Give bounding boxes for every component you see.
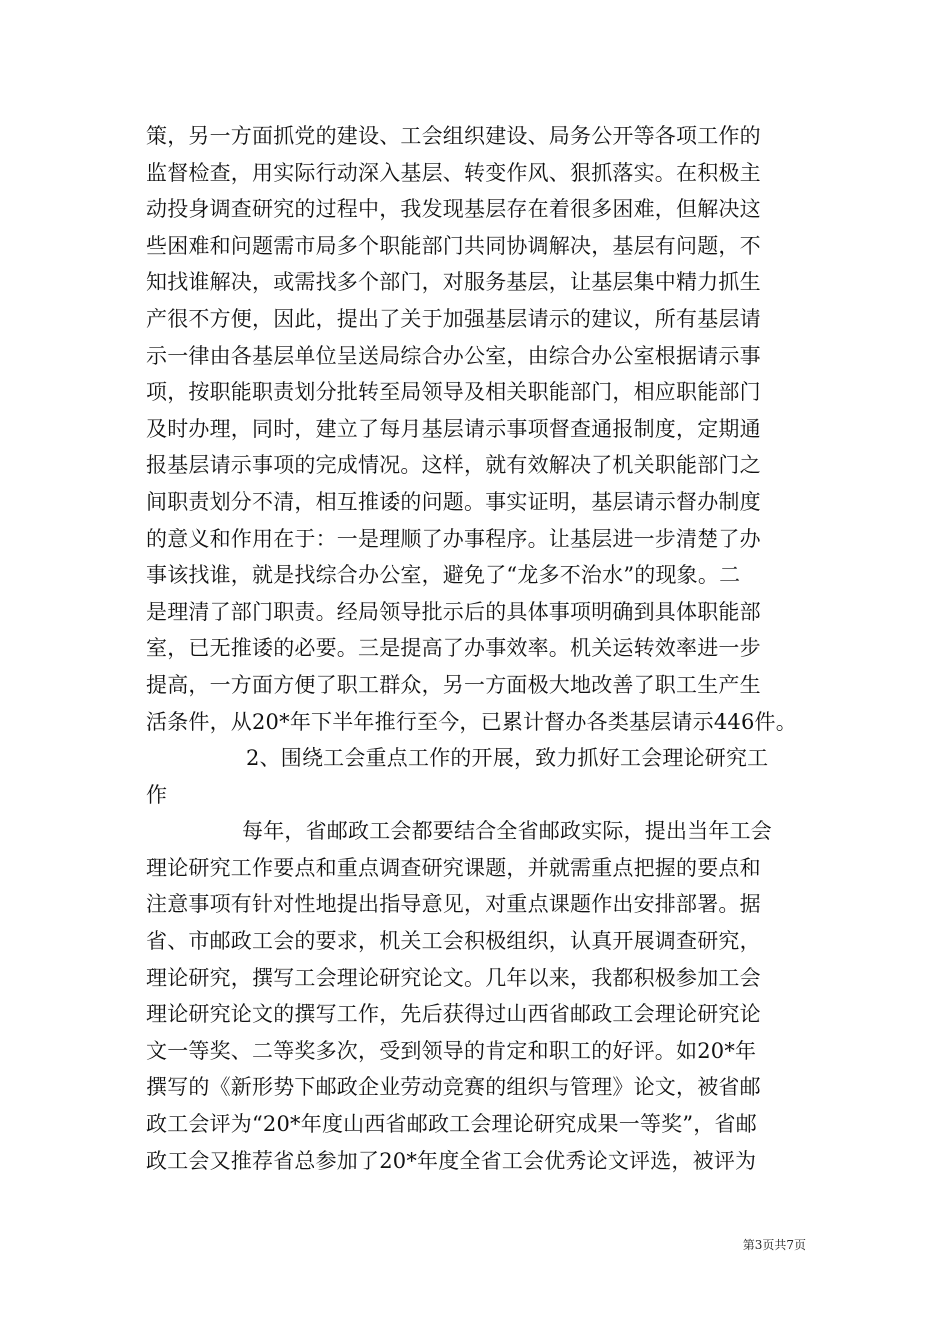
text-line: 报基层请示事项的完成情况。这样，就有效解决了机关职能部门之 xyxy=(146,453,761,478)
text-line: 理论研究工作要点和重点调查研究课题，并就需重点把握的要点和 xyxy=(146,855,761,880)
body-text xyxy=(146,118,826,1179)
text-line: 室，已无推诿的必要。三是提高了办事效率。机关运转效率进一步 xyxy=(146,636,761,661)
text-line: 政工会评为“20*年度山西省邮政工会理论研究成果一等奖”，省邮 xyxy=(146,1112,757,1137)
text-line: 是理清了部门职责。经局领导批示后的具体事项明确到具体职能部 xyxy=(146,599,761,624)
text-line: 文一等奖、二等奖多次，受到领导的肯定和职工的好评。如20*年 xyxy=(146,1038,757,1063)
text-line: 产很不方便，因此，提出了关于加强基层请示的建议，所有基层请 xyxy=(146,306,761,331)
text-line: 动投身调查研究的过程中，我发现基层存在着很多困难，但解决这 xyxy=(146,197,761,222)
paragraph-first-line: 每年，省邮政工会都要结合全省邮政实际，提出当年工会 xyxy=(242,819,772,844)
text-line: 活条件，从20*年下半年推行至今，已累计督办各类基层请示446件。 xyxy=(146,709,797,734)
text-line: 示一律由各基层单位呈送局综合办公室，由综合办公室根据请示事 xyxy=(146,343,761,368)
text-line: 省、市邮政工会的要求，机关工会积极组织，认真开展调查研究， xyxy=(146,929,761,954)
text-line: 政工会又推荐省总参加了20*年度全省工会优秀论文评选，被评为 xyxy=(146,1148,757,1173)
text-line: 的意义和作用在于：一是理顺了办事程序。让基层进一步清楚了办 xyxy=(146,526,761,551)
text-line: 知找谁解决，或需找多个部门，对服务基层，让基层集中精力抓生 xyxy=(146,270,761,295)
page-footer xyxy=(0,1236,950,1253)
text-line: 项，按职能职责划分批转至局领导及相关职能部门，相应职能部门 xyxy=(146,380,761,405)
text-line: 理论研究，撰写工会理论研究论文。几年以来，我都积极参加工会 xyxy=(146,965,761,990)
text-line: 撰写的《新形势下邮政企业劳动竞赛的组织与管理》论文，被省邮 xyxy=(146,1075,761,1100)
text-line: 间职责划分不清，相互推诿的问题。事实证明，基层请示督办制度 xyxy=(146,489,761,514)
text-line: 事该找谁，就是找综合办公室，避免了“龙多不治水”的现象。二 xyxy=(146,563,741,588)
text-line: 及时办理，同时，建立了每月基层请示事项督查通报制度，定期通 xyxy=(146,416,761,441)
text-line: 些困难和问题需市局多个职能部门共同协调解决，基层有问题，不 xyxy=(146,233,761,258)
page-number: 第3页共7页 xyxy=(742,1238,806,1252)
section-heading-line: 2、围绕工会重点工作的开展，致力抓好工会理论研究工 xyxy=(246,746,769,771)
section-heading-line: 作 xyxy=(146,782,168,807)
text-line: 注意事项有针对性地提出指导意见，对重点课题作出安排部署。据 xyxy=(146,892,761,917)
text-line: 监督检查，用实际行动深入基层、转变作风、狠抓落实。在积极主 xyxy=(146,160,761,185)
text-line: 提高，一方面方便了职工群众，另一方面极大地改善了职工生产生 xyxy=(146,672,761,697)
text-line: 策，另一方面抓党的建设、工会组织建设、局务公开等各项工作的 xyxy=(146,124,761,148)
text-line: 理论研究论文的撰写工作，先后获得过山西省邮政工会理论研究论 xyxy=(146,1002,761,1027)
